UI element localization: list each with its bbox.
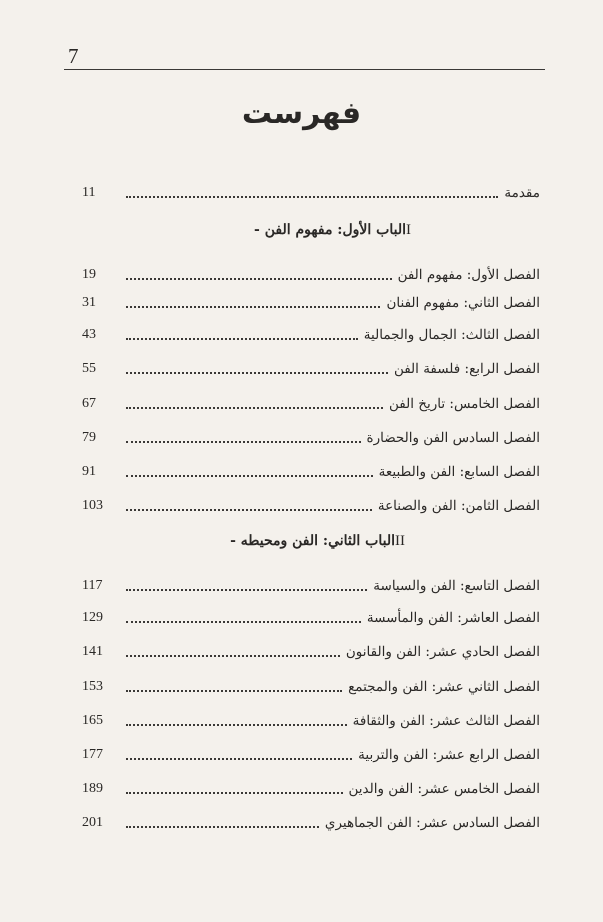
dot-leader xyxy=(126,724,347,726)
toc-entry-label: الفصل العاشر: الفن والمأسسة xyxy=(366,610,540,626)
toc-entry-page: 117 xyxy=(82,578,103,593)
toc-entry-page: 141 xyxy=(82,644,103,659)
toc-entry-page: 43 xyxy=(82,327,96,342)
dot-leader xyxy=(126,690,342,692)
toc-entry-chapter-15 xyxy=(82,776,540,798)
dot-leader xyxy=(126,475,373,477)
toc-entry-page: 177 xyxy=(82,747,103,762)
toc-entry-label: الفصل الحادي عشر: الفن والقانون xyxy=(345,644,540,660)
toc-entry-chapter-12 xyxy=(82,674,540,696)
toc-entry-page: 201 xyxy=(82,815,103,830)
toc-entry-label: الفصل السادس الفن والحضارة xyxy=(366,430,540,446)
toc-entry-page: 67 xyxy=(82,396,96,411)
toc-entry-label: الفصل الرابع عشر: الفن والتربية xyxy=(358,747,540,763)
toc-entry-page: 129 xyxy=(82,610,103,625)
toc-entry-page: 79 xyxy=(82,430,96,445)
part-two-title: - الباب الثاني: الفن ومحيطه xyxy=(230,533,395,549)
dot-leader xyxy=(126,441,361,443)
dot-leader xyxy=(126,196,498,198)
toc-entry-chapter-1 xyxy=(82,262,540,284)
toc-entry-label: الفصل الثاني عشر: الفن والمجتمع xyxy=(348,679,540,695)
toc-entry-label: الفصل السادس عشر: الفن الجماهيري xyxy=(324,815,540,831)
dot-leader xyxy=(126,407,383,409)
dot-leader xyxy=(126,372,388,374)
toc-entry-page: 103 xyxy=(82,498,103,513)
toc-entry-label: الفصل الثالث عشر: الفن والثقافة xyxy=(352,713,540,729)
toc-entry-page: 91 xyxy=(82,464,96,479)
dot-leader xyxy=(126,758,352,760)
toc-entry-chapter-9 xyxy=(82,573,540,595)
dot-leader xyxy=(126,589,367,591)
toc-entry-label: الفصل الأول: مفهوم الفن xyxy=(397,267,540,283)
part-one-heading xyxy=(11,222,411,239)
dot-leader xyxy=(126,792,343,794)
dot-leader xyxy=(126,509,372,511)
page-number: 7 xyxy=(68,44,79,68)
toc-entry-label: الفصل الخامس عشر: الفن والدين xyxy=(348,781,540,797)
toc-entry-chapter-11 xyxy=(82,639,540,661)
toc-entry-page: 11 xyxy=(82,185,96,200)
part-one-numeral: I xyxy=(406,222,411,238)
toc-entry-label: الفصل التاسع: الفن والسياسة xyxy=(373,578,540,594)
toc-entry-page: 31 xyxy=(82,295,96,310)
dot-leader xyxy=(126,338,358,340)
dot-leader xyxy=(126,826,319,828)
toc-entry-chapter-14 xyxy=(82,742,540,764)
toc-entry-chapter-16 xyxy=(82,810,540,832)
dot-leader xyxy=(126,306,380,308)
toc-entry-chapter-7 xyxy=(82,459,540,481)
part-two-heading xyxy=(5,533,405,550)
dot-leader xyxy=(126,621,361,623)
dot-leader xyxy=(126,278,392,280)
toc-entry-page: 189 xyxy=(82,781,103,796)
toc-entry-chapter-3 xyxy=(82,322,540,344)
toc-entry-chapter-13 xyxy=(82,708,540,730)
toc-entry-label: الفصل الخامس: تاريخ الفن xyxy=(388,396,540,412)
part-one-title: - الباب الأول: مفهوم الفن xyxy=(254,222,406,238)
dot-leader xyxy=(126,655,340,657)
toc-entry-chapter-8 xyxy=(82,493,540,515)
toc-entry-chapter-6 xyxy=(82,425,540,447)
toc-entry-page: 19 xyxy=(82,267,96,282)
toc-entry-page: 165 xyxy=(82,713,103,728)
toc-entry-page: 153 xyxy=(82,679,103,694)
toc-entry-label: الفصل الرابع: فلسفة الفن xyxy=(393,361,540,377)
toc-entry-label: مقدمة xyxy=(504,185,540,201)
part-two-numeral: II xyxy=(395,533,405,549)
toc-entry-label: الفصل الثالث: الجمال والجمالية xyxy=(363,327,540,343)
header-rule xyxy=(64,69,545,70)
toc-entry-chapter-2 xyxy=(82,290,540,312)
toc-entry-label: الفصل الثامن: الفن والصناعة xyxy=(377,498,540,514)
toc-entry-chapter-5 xyxy=(82,391,540,413)
page-title: فهرست xyxy=(241,96,362,131)
toc-entry-introduction xyxy=(82,180,540,202)
toc-entry-label: الفصل السابع: الفن والطبيعة xyxy=(378,464,540,480)
toc-entry-page: 55 xyxy=(82,361,96,376)
toc-entry-chapter-10 xyxy=(82,605,540,627)
toc-entry-chapter-4 xyxy=(82,356,540,378)
toc-entry-label: الفصل الثاني: مفهوم الفنان xyxy=(386,295,540,311)
